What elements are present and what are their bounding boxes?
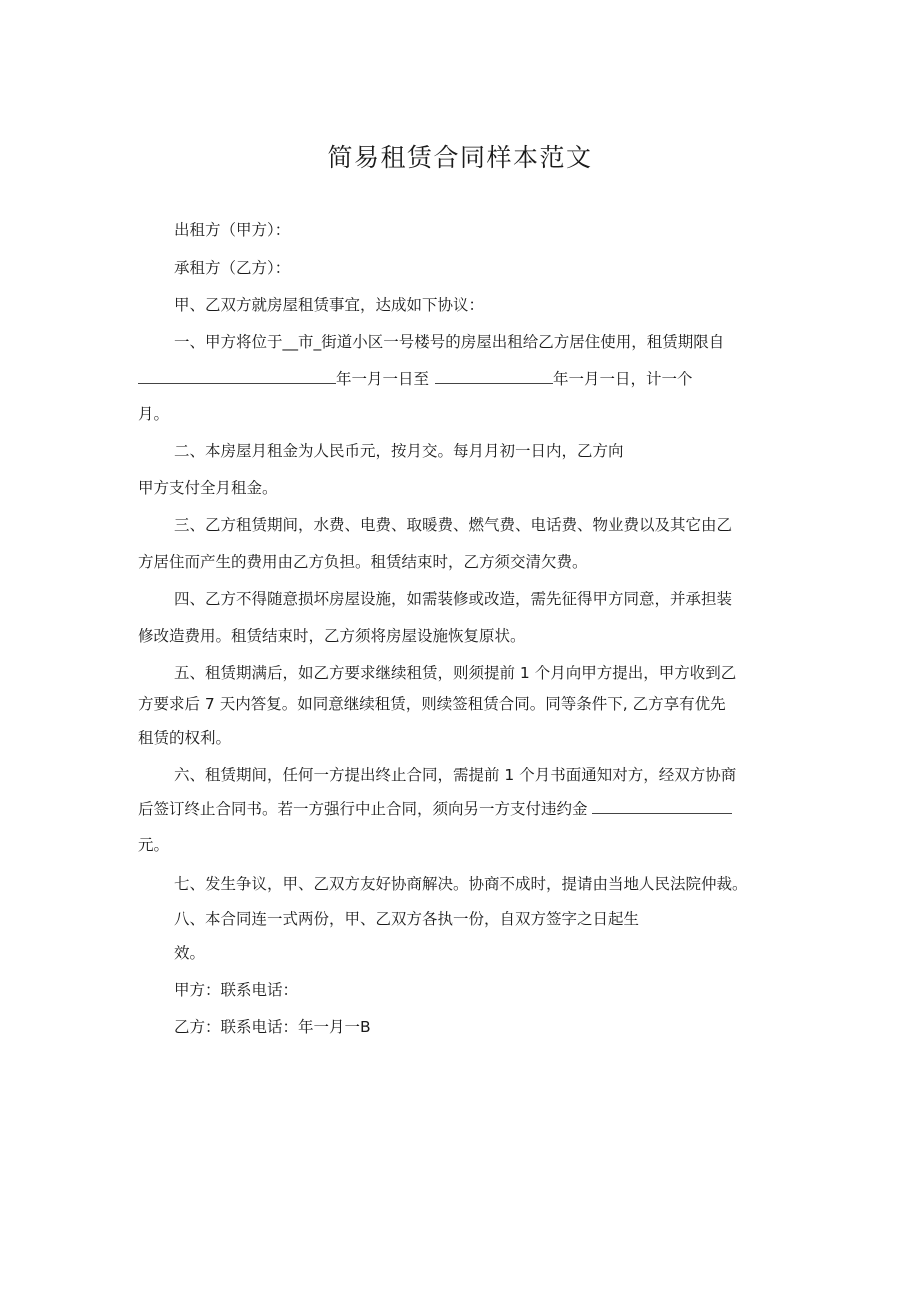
- blank-underline: [138, 369, 336, 384]
- clause-1-line-3: 月。: [138, 405, 170, 423]
- clause-1-text-2a: 年一月一日至: [336, 370, 430, 388]
- blank-underline: [592, 799, 732, 814]
- clause-6-text-2: 后签订终止合同书。若一方强行中止合同，须向另一方支付违约金: [138, 800, 588, 818]
- document-title: 简易租赁合同样本范文: [327, 143, 593, 172]
- clause-4-line-2: 修改造费用。租赁结束时，乙方须将房屋设施恢复原状。: [138, 627, 526, 645]
- clause-6-line-1: 六、租赁期间，任何一方提出终止合同，需提前 1 个月书面通知对方，经双方协商: [174, 766, 737, 784]
- party-b-signature-line: 乙方：联系电话：年一月一B: [174, 1018, 371, 1036]
- clause-5-line-1: 五、租赁期满后，如乙方要求继续租赁，则须提前 1 个月向甲方提出，甲方收到乙: [174, 664, 737, 682]
- clause-1-line-1: 一、甲方将位于__市_街道小区一号楼号的房屋出租给乙方居住使用，租赁期限自: [174, 333, 725, 351]
- clause-4-line-1: 四、乙方不得随意损坏房屋设施，如需装修或改造，需先征得甲方同意，并承担装: [174, 590, 733, 608]
- blank-underline: [435, 369, 553, 384]
- clause-5-line-2: 方要求后 7 天内答复。如同意继续租赁，则续签租赁合同。同等条件下, 乙方享有优先: [138, 695, 726, 713]
- lessor-line: 出租方（甲方）：: [174, 221, 291, 239]
- clause-3-line-1: 三、乙方租赁期间，水费、电费、取暖费、燃气费、电话费、物业费以及其它由乙: [174, 516, 733, 534]
- party-a-signature-line: 甲方：联系电话：: [174, 981, 299, 999]
- clause-3-line-2: 方居住而产生的费用由乙方负担。租赁结束时，乙方须交清欠费。: [138, 553, 588, 571]
- clause-2-line-1: 二、本房屋月租金为人民币元，按月交。每月月初一日内，乙方向: [174, 442, 624, 460]
- lessee-line: 承租方（乙方）：: [174, 259, 291, 277]
- intro-line: 甲、乙双方就房屋租赁事宜，达成如下协议：: [174, 296, 485, 314]
- clause-6-line-3: 元。: [138, 836, 170, 854]
- clause-5-line-3: 租赁的权利。: [138, 729, 232, 747]
- clause-1-text-2b: 年一月一日，计一个: [553, 370, 693, 388]
- clause-8-line-2: 效。: [174, 944, 206, 962]
- clause-6-line-2: [138, 798, 732, 820]
- clause-8-line-1: 八、本合同连一式两份，甲、乙双方各执一份，自双方签字之日起生: [174, 910, 640, 928]
- clause-2-line-2: 甲方支付全月租金。: [138, 479, 278, 497]
- clause-7-line: 七、发生争议，甲、乙双方友好协商解决。协商不成时，提请由当地人民法院仲裁。: [174, 875, 748, 893]
- clause-1-line-2: [138, 368, 693, 390]
